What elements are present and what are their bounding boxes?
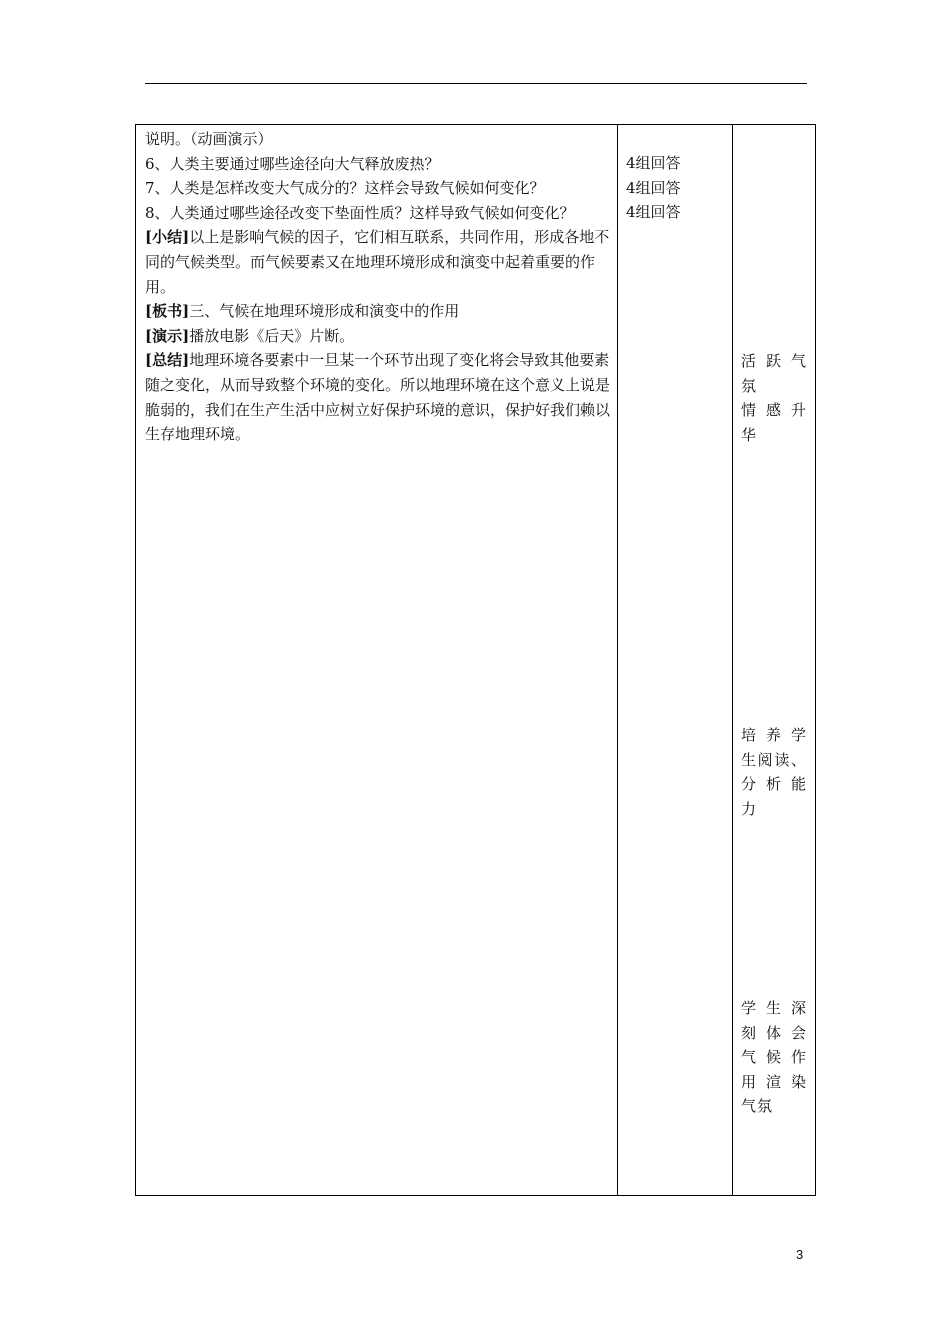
design-note-2 bbox=[741, 723, 807, 821]
note-line: 活跃气 bbox=[741, 352, 807, 370]
note-line: 华 bbox=[741, 425, 758, 444]
demo-text: 播放电影《后天》片断。 bbox=[189, 326, 355, 345]
teaching-content-cell bbox=[145, 127, 611, 447]
conclusion-paragraph bbox=[145, 348, 611, 446]
demo-paragraph bbox=[145, 324, 611, 349]
summary-paragraph bbox=[145, 225, 611, 299]
note-line: 分析能 bbox=[741, 775, 807, 794]
note-line: 刻体会 bbox=[741, 1023, 807, 1042]
note-line: 力 bbox=[741, 799, 758, 818]
summary-text: 以上是影响气候的因子，它们相互联系，共同作用，形成各地不同的气候类型。而气候要素又在地理环境形成和演变中起着重要的作用。 bbox=[145, 228, 610, 296]
intro-line: 说明。（动画演示） bbox=[145, 130, 273, 148]
note-line: 气候作 bbox=[741, 1048, 807, 1067]
note-line: 用渲染 bbox=[741, 1072, 807, 1091]
board-tag: [板书] bbox=[145, 302, 190, 321]
design-note-3 bbox=[741, 996, 807, 1119]
board-paragraph bbox=[145, 299, 611, 324]
summary-tag: [小结] bbox=[145, 228, 190, 247]
activity-answer: 4组回答 bbox=[626, 178, 681, 197]
column-divider bbox=[732, 125, 733, 1195]
question-6: 6、人类主要通过哪些途径向大气释放废热？ bbox=[145, 154, 440, 173]
conclusion-text: 地理环境各要素中一旦某一个环节出现了变化将会导致其他要素随之变化，从而导致整个环境的变化。所以地理环境在这个意义上说是脆弱的，我们在生产生活中应树立好保护环境的意识，保护好我们赖以生存地理环境。 bbox=[145, 351, 611, 444]
note-line: 气氛 bbox=[741, 1097, 774, 1116]
header-rule bbox=[145, 83, 807, 84]
column-divider bbox=[617, 125, 618, 1195]
note-line: 氛 bbox=[741, 376, 758, 395]
note-line: 情感升 bbox=[741, 401, 807, 420]
page-number: 3 bbox=[796, 1247, 804, 1262]
board-text: 三、气候在地理环境形成和演变中的作用 bbox=[189, 302, 460, 321]
note-line: 培养学 bbox=[741, 726, 807, 744]
student-activity-cell bbox=[626, 151, 726, 225]
note-line: 生阅读、 bbox=[741, 750, 807, 769]
design-note-1 bbox=[741, 349, 807, 447]
demo-tag: [演示] bbox=[145, 326, 190, 345]
question-8: 8、人类通过哪些途径改变下垫面性质？这样导致气候如何变化？ bbox=[145, 203, 575, 222]
conclusion-tag: [总结] bbox=[145, 351, 190, 370]
question-7: 7、人类是怎样改变大气成分的？这样会导致气候如何变化？ bbox=[145, 179, 545, 198]
note-line: 学生深 bbox=[741, 999, 807, 1017]
activity-answer: 4组回答 bbox=[626, 154, 681, 172]
lesson-table bbox=[135, 124, 816, 1196]
activity-answer: 4组回答 bbox=[626, 203, 681, 222]
